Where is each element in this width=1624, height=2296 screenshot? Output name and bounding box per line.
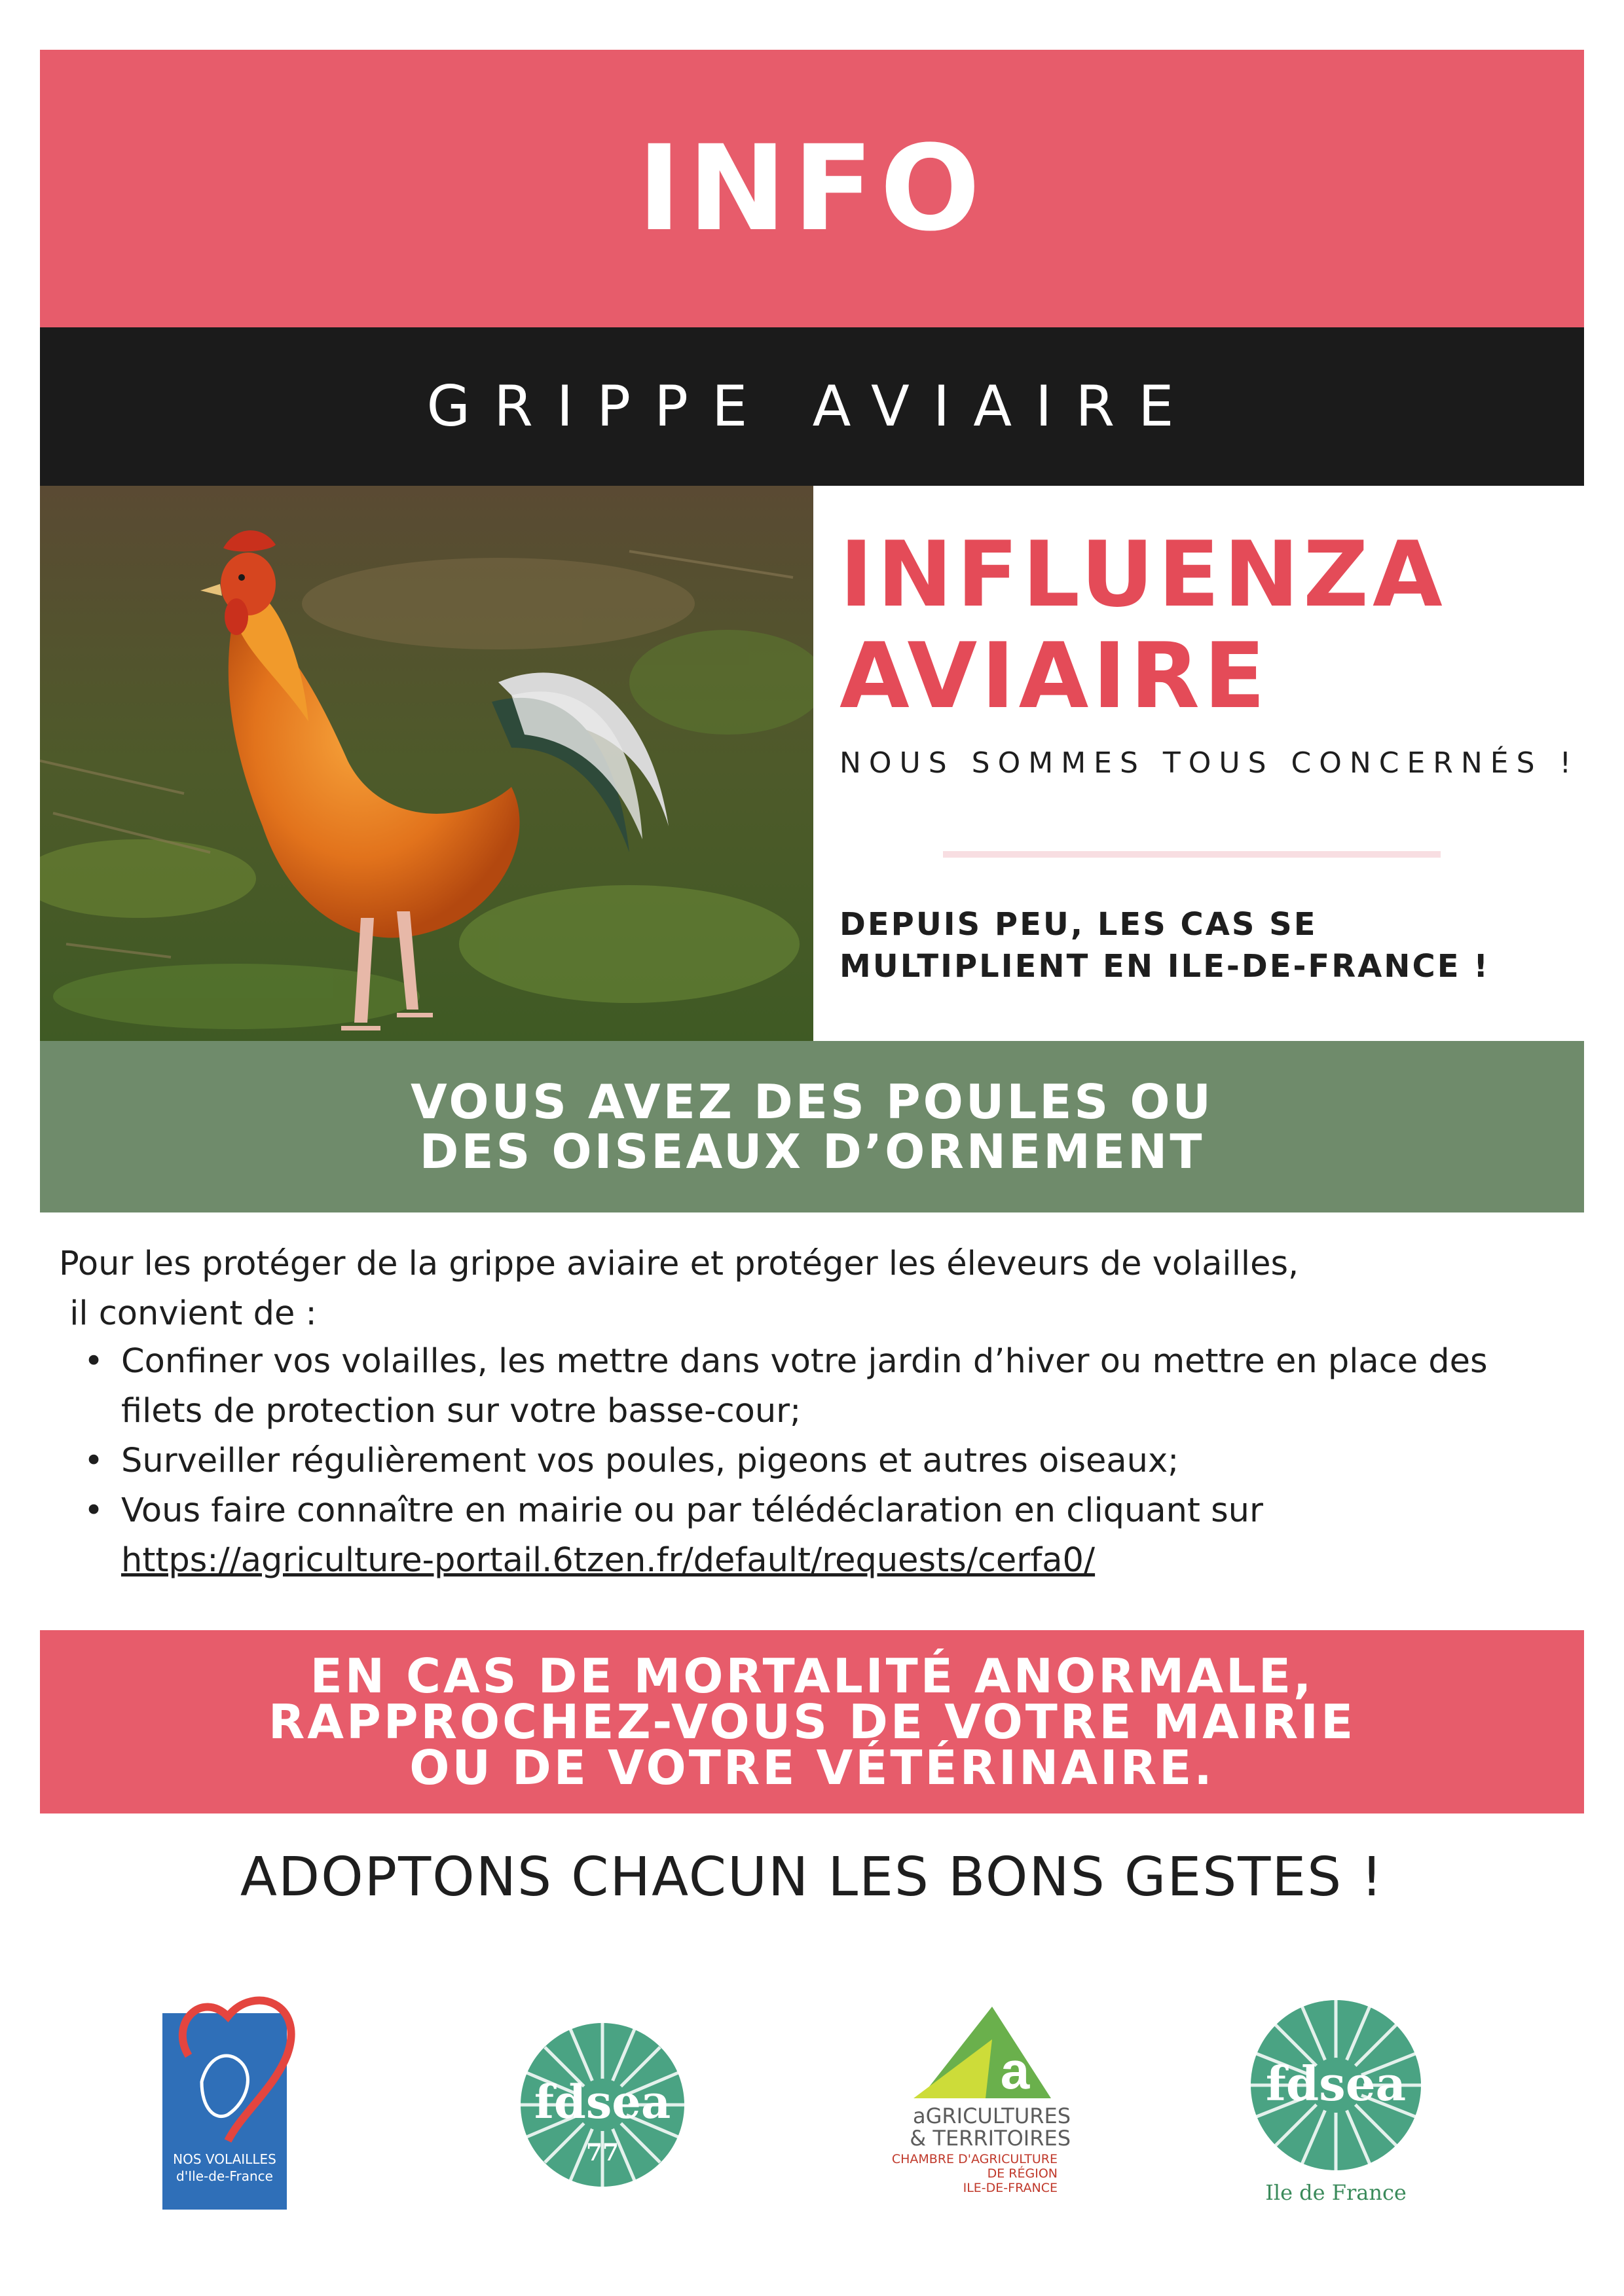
advice-list bbox=[72, 1337, 1578, 1586]
decorative-divider bbox=[943, 851, 1441, 858]
svg-text:a: a bbox=[1000, 2041, 1030, 2100]
fdsea-idf-name: fdsea bbox=[1265, 2056, 1407, 2111]
intro-line-1: Pour les protéger de la grippe aviaire et protéger les éleveurs de volailles, bbox=[59, 1245, 1299, 1283]
mortality-warning-banner bbox=[40, 1630, 1584, 1813]
advice-monitor: Surveiller régulièrement vos poules, pigeons et autres oiseaux; bbox=[121, 1442, 1179, 1480]
heart-rooster-icon bbox=[162, 1984, 313, 2154]
intro-text bbox=[59, 1239, 1585, 1339]
fdsea-idf-logo bbox=[1244, 1997, 1428, 2213]
poultry-owners-banner bbox=[40, 1041, 1584, 1212]
volailles-line-1: NOS VOLAILLES bbox=[173, 2151, 276, 2167]
tagline: NOUS SOMMES TOUS CONCERNÉS ! bbox=[840, 746, 1579, 780]
slogan: ADOPTONS CHACUN LES BONS GESTES ! bbox=[240, 1846, 1384, 1908]
headline-line-1: INFLUENZA bbox=[840, 522, 1447, 627]
volailles-line-2: d'Ile-de-France bbox=[176, 2168, 273, 2184]
advice-declare: Vous faire connaître en mairie ou par télédéclaration en cliquant sur bbox=[121, 1491, 1263, 1530]
fdsea-77-number: 77 bbox=[585, 2139, 619, 2166]
agri-line-3: CHAMBRE D'AGRICULTURE bbox=[891, 2152, 1058, 2166]
advice-confine: Confiner vos volailles, les mettre dans votre jardin d’hiver ou mettre en place des filets de protection sur votre basse-cour; bbox=[121, 1342, 1488, 1430]
agri-line-4: DE RÉGION bbox=[987, 2166, 1058, 2181]
agri-line-2: & TERRITOIRES bbox=[910, 2126, 1071, 2151]
list-item bbox=[72, 1436, 1578, 1486]
fdsea-77-name: fdsea bbox=[534, 2075, 671, 2129]
subtitle-banner bbox=[40, 327, 1584, 486]
volailles-caption bbox=[162, 2151, 287, 2185]
warning-line-1: EN CAS DE MORTALITÉ ANORMALE, bbox=[310, 1649, 1314, 1704]
declaration-link[interactable]: https://agriculture-portail.6tzen.fr/default/requests/cerfa0/ bbox=[121, 1541, 1096, 1580]
bullet-icon: • bbox=[84, 1491, 104, 1530]
list-item bbox=[72, 1486, 1578, 1586]
rooster-photo bbox=[40, 486, 813, 1041]
alert-line-1: DEPUIS PEU, LES CAS SE bbox=[840, 906, 1318, 943]
headline-line-2: AVIAIRE bbox=[840, 623, 1270, 729]
agri-line-1: aGRICULTURES bbox=[913, 2104, 1071, 2128]
subtitle-text: GRIPPE AVIAIRE bbox=[426, 374, 1198, 439]
alert-text bbox=[840, 903, 1490, 987]
bullet-icon: • bbox=[84, 1442, 104, 1480]
warning-line-2: RAPPROCHEZ-VOUS DE VOTRE MAIRIE bbox=[268, 1694, 1356, 1749]
info-title: INFO bbox=[637, 120, 987, 257]
poultry-banner-line-2: DES OISEAUX D’ORNEMENT bbox=[419, 1124, 1205, 1179]
poultry-banner-line-1: VOUS AVEZ DES POULES OU bbox=[410, 1074, 1214, 1129]
triangle-a-icon bbox=[887, 2000, 1071, 2105]
fdsea-idf-region: Ile de France bbox=[1265, 2180, 1407, 2205]
info-banner bbox=[40, 50, 1584, 327]
list-item bbox=[72, 1337, 1578, 1436]
fdsea-77-logo bbox=[517, 2020, 688, 2190]
intro-line-2: il convient de : bbox=[59, 1294, 317, 1333]
headline bbox=[840, 524, 1447, 727]
agricultures-territoires-logo bbox=[887, 2000, 1071, 2210]
alert-line-2: MULTIPLIENT EN ILE-DE-FRANCE ! bbox=[840, 948, 1490, 985]
agri-line-5: ILE-DE-FRANCE bbox=[963, 2181, 1058, 2195]
agri-title bbox=[887, 2105, 1071, 2149]
bullet-icon: • bbox=[84, 1342, 104, 1381]
agri-subtitle bbox=[887, 2152, 1058, 2195]
warning-line-3: OU DE VOTRE VÉTÉRINAIRE. bbox=[409, 1740, 1215, 1795]
nos-volailles-logo bbox=[162, 1984, 313, 2210]
